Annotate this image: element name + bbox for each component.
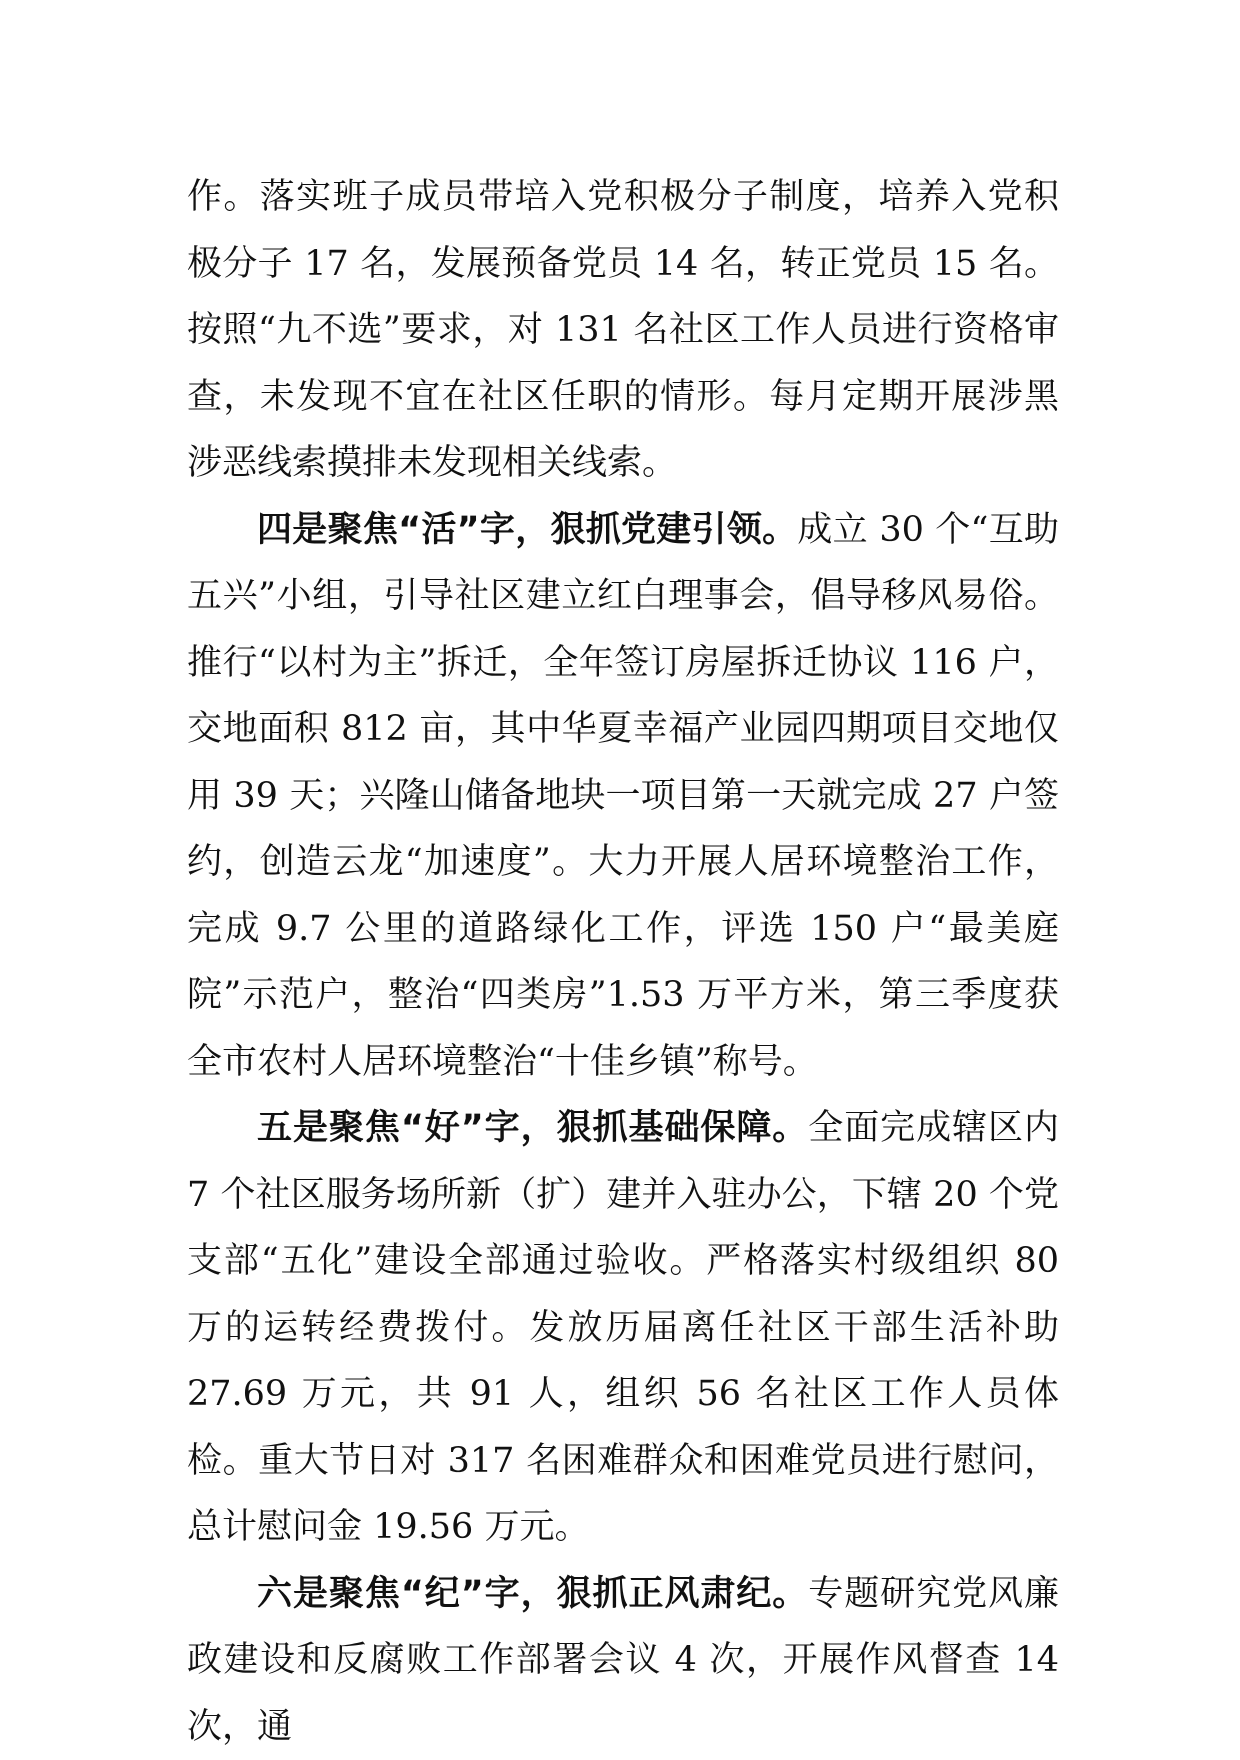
paragraph-basic-guarantee xyxy=(187,1095,1059,1561)
document-body xyxy=(187,164,1059,1760)
paragraph-lead: 六是聚焦“纪”字，狠抓正风肃纪。 xyxy=(257,1574,808,1614)
paragraph-text: 作。落实班子成员带培入党积极分子制度，培养入党积极分子 17 名，发展预备党员 14 名，转正党员 15 名。按照“九不选”要求，对 131 名社区工作人员进行资格审查，未发现不宜在社区任职的情形。每月定期开展涉黑涉恶线索摸排未发现相关线索。 xyxy=(187,177,1059,483)
paragraph-discipline xyxy=(187,1561,1059,1760)
paragraph-lead: 四是聚焦“活”字，狠抓党建引领。 xyxy=(257,510,797,550)
paragraph-continuation xyxy=(187,164,1059,497)
paragraph-party-building xyxy=(187,497,1059,1096)
paragraph-lead: 五是聚焦“好”字，狠抓基础保障。 xyxy=(257,1108,808,1148)
paragraph-text: 专题研究党风廉政建设和反腐败工作部署会议 4 次，开展作风督查 14 次，通 xyxy=(187,1574,1059,1747)
paragraph-text: 成立 30 个“互助五兴”小组，引导社区建立红白理事会，倡导移风易俗。推行“以村为主”拆迁，全年签订房屋拆迁协议 116 户，交地面积 812 亩，其中华夏幸福产业园四期项目交地仅用 39 天；兴隆山储备地块一项目第一天就完成 27 户签约，创造云龙“加速度”。大力开展人居环境整治工作，完成 9.7 公里的道路绿化工作，评选 150 户“最美庭院”示范户，整治“四类房”1.53 万平方米，第三季度获全市农村人居环境整治“十佳乡镇”称号。 xyxy=(187,510,1059,1082)
paragraph-text: 全面完成辖区内 7 个社区服务场所新（扩）建并入驻办公，下辖 20 个党支部“五化”建设全部通过验收。严格落实村级组织 80 万的运转经费拨付。发放历届离任社区干部生活补助 27.69 万元，共 91 人，组织 56 名社区工作人员体检。重大节日对 317 名困难群众和困难党员进行慰问，总计慰问金 19.56 万元。 xyxy=(187,1108,1059,1547)
